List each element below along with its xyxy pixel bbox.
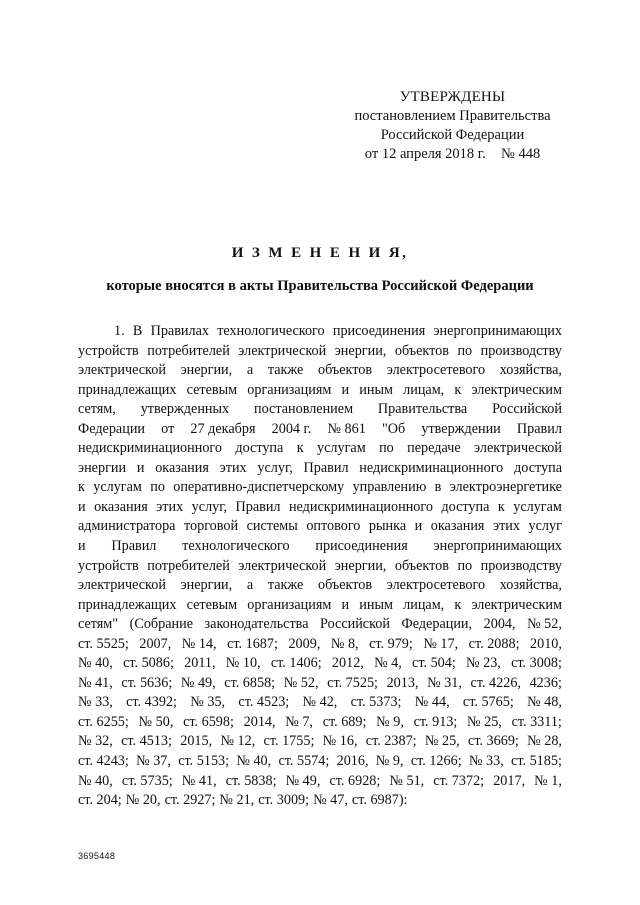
paragraph-word: организациям [247, 596, 332, 613]
paragraph-word: № 4, [374, 655, 402, 672]
paragraph-word: № 42, [302, 694, 338, 711]
paragraph-word: № 48, [527, 694, 562, 711]
paragraph-word: № 40, [78, 772, 113, 789]
paragraph-line [78, 361, 562, 381]
paragraph-word: а [246, 362, 254, 379]
paragraph-word: недискриминационного [288, 498, 433, 515]
paragraph-word: ст. 5735; [121, 772, 173, 789]
paragraph-word: сетям, [78, 401, 116, 418]
paragraph-line [78, 400, 562, 420]
paragraph-word: Правил [111, 538, 157, 555]
paragraph-word: и [341, 381, 350, 398]
paragraph-word: и [78, 498, 86, 515]
paragraph-word: № 12, [220, 733, 256, 750]
paragraph-word: оказания [94, 498, 148, 515]
approval-line-2: Российской Федерации [380, 127, 525, 143]
paragraph-word: к [497, 498, 505, 515]
document-title: И З М Е Н Е Н И Я, [231, 245, 409, 261]
paragraph-word: к [78, 479, 85, 496]
paragraph-word: Правил [516, 420, 562, 437]
paragraph-word: рынка [368, 518, 407, 535]
paragraph-line [78, 772, 562, 792]
paragraph-word: ст. 3669; [468, 733, 519, 750]
paragraph-word: услугам [513, 498, 562, 515]
paragraph-word: энергии, [180, 362, 233, 379]
paragraph-word: № 33, [468, 753, 504, 770]
paragraph-word: Правительства [377, 401, 468, 418]
paragraph-word: устройств [78, 342, 139, 359]
paragraph-word: ст. 1687; [227, 635, 278, 652]
paragraph-word: торговой [184, 518, 239, 535]
paragraph-word: производству [480, 342, 562, 359]
paragraph-word: ст. 1406; [270, 655, 322, 672]
paragraph-word: ст. 979; [369, 635, 413, 652]
paragraph-word: ст. 6598; [183, 713, 234, 730]
paragraph-line [78, 322, 562, 342]
paragraph-word: электроэнергетике [449, 479, 562, 496]
paragraph-word: № 9, [376, 713, 404, 730]
approval-date: от 12 апреля 2018 г. [364, 146, 486, 162]
approval-stamp [345, 88, 560, 164]
paragraph-word: от [161, 420, 175, 437]
paragraph-word: № 20, [125, 792, 161, 809]
paragraph-word: в [434, 479, 442, 496]
paragraph-word: № 21, [219, 792, 255, 809]
paragraph-word: этих [493, 518, 520, 535]
paragraph-word: № 40, [78, 655, 113, 672]
paragraph-word: иным [359, 381, 393, 398]
paragraph-word: ст. 5838; [225, 772, 277, 789]
paragraph-word: электрическим [471, 381, 562, 398]
paragraph-word: электрической [474, 440, 562, 457]
paragraph-word: сетям" [78, 616, 119, 633]
paragraph-word: по [379, 440, 394, 457]
paragraph-word: № 52, [527, 616, 562, 633]
paragraph-word: энергопринимающих [433, 323, 562, 339]
paragraph-word: доступа [235, 440, 284, 457]
paragraph-word: № 8, [330, 635, 359, 652]
paragraph-1 [78, 322, 562, 811]
paragraph-word: "Об [381, 420, 406, 437]
paragraph-word: электросетевого [386, 362, 486, 379]
paragraph-word: ст. 204; [78, 792, 122, 809]
paragraph-word: № 1, [534, 772, 562, 789]
paragraph-line [78, 517, 562, 537]
paragraph-word: Российской [492, 401, 562, 418]
paragraph-word: и [414, 518, 423, 535]
paragraph-word: доступа [441, 498, 490, 515]
paragraph-word: Российской [320, 616, 390, 633]
paragraph-word: сетевым [186, 381, 238, 398]
paragraph-word: Правил [303, 459, 349, 476]
paragraph-word: ст. 5373; [350, 694, 402, 711]
paragraph-word: № 49, [180, 674, 216, 691]
paragraph-line [78, 654, 562, 674]
paragraph-word: электросетевого [386, 577, 486, 594]
document-code: 3695448 [78, 851, 116, 861]
paragraph-word: ст. 913; [413, 713, 458, 730]
paragraph-word: энергии [78, 459, 127, 476]
paragraph-word: хозяйства, [499, 577, 562, 594]
paragraph-word: ст. 2927; [164, 792, 216, 809]
paragraph-word: № 32, [78, 733, 113, 750]
paragraph-word: лицам, [403, 381, 445, 398]
paragraph-word: 2009, [288, 635, 321, 652]
paragraph-word: 2017, [493, 772, 526, 789]
paragraph-word: потребителей [147, 557, 230, 574]
paragraph-word: системы [246, 518, 298, 535]
paragraph-word: к [454, 381, 462, 398]
paragraph-word: 2011, [184, 655, 216, 672]
paragraph-word: лицам, [403, 596, 445, 613]
paragraph-word: 2004, [483, 616, 516, 633]
paragraph-word: ст. 5525; [78, 635, 129, 652]
paragraph-word: 2014, [243, 713, 276, 730]
paragraph-line [78, 576, 562, 596]
paragraph-line [78, 342, 562, 362]
paragraph-line [78, 615, 562, 635]
paragraph-word: оказания [155, 459, 209, 476]
paragraph-word: ст. 4226, [470, 674, 521, 691]
paragraph-word: оперативно-диспетчерскому [173, 479, 345, 496]
paragraph-word: № 10, [225, 655, 261, 672]
paragraph-word: энергии, [334, 342, 387, 359]
paragraph-word: сетевым [186, 596, 238, 613]
paragraph-word: ст. 7372; [433, 772, 485, 789]
paragraph-word: № 33, [78, 694, 113, 711]
paragraph-word: № 31, [427, 674, 462, 691]
paragraph-word: ст. 504; [412, 655, 456, 672]
paragraph-word: № 49, [285, 772, 321, 789]
paragraph-word: этих [156, 498, 184, 515]
paragraph-word: № 52, [283, 674, 319, 691]
paragraph-word: ст. 4523; [238, 694, 290, 711]
paragraph-word: объектов [394, 557, 449, 574]
paragraph-line [78, 420, 562, 440]
paragraph-word: ст. 7525; [327, 674, 378, 691]
paragraph-word: услуг [528, 518, 562, 535]
paragraph-word: Правилах [150, 323, 209, 339]
paragraph-word: оптового [306, 518, 361, 535]
paragraph-line [78, 791, 562, 811]
paragraph-word: также [267, 577, 304, 594]
paragraph-word: № 7, [285, 713, 313, 730]
paragraph-word: ст. 6858; [224, 674, 276, 691]
paragraph-line [78, 596, 562, 616]
paragraph-word: иным [359, 596, 393, 613]
paragraph-word: утверждении [421, 420, 501, 437]
paragraph-word: № 861 [327, 420, 366, 437]
paragraph-word: ст. 5574; [278, 753, 330, 770]
paragraph-word: № 37, [136, 753, 171, 770]
paragraph-word: администратора [78, 518, 176, 535]
paragraph-line [78, 732, 562, 752]
paragraph-word: ст. 5153; [178, 753, 230, 770]
paragraph-word: постановлением [254, 401, 354, 418]
paragraph-word: № 44, [414, 694, 450, 711]
paragraph-word: управлению [352, 479, 427, 496]
paragraph-word: электрической [238, 557, 327, 574]
paragraph-word: ст. 3311; [511, 713, 562, 730]
paragraph-word: энергии, [180, 577, 233, 594]
approval-number: 448 [518, 146, 541, 162]
paragraph-word: № 16, [322, 733, 358, 750]
paragraph-word: по [150, 479, 165, 496]
paragraph-word: к [454, 596, 462, 613]
paragraph-word: № 17, [423, 635, 459, 652]
paragraph-line [78, 557, 562, 577]
paragraph-word: объектов [317, 362, 373, 379]
paragraph-word: № 23, [466, 655, 501, 672]
paragraph-word: передаче [407, 440, 461, 457]
paragraph-word: по [457, 557, 473, 574]
paragraph-word: недискриминационного [359, 459, 504, 476]
paragraph-word: 2007, [139, 635, 172, 652]
paragraph-line [78, 674, 562, 694]
paragraph-word: оказания [430, 518, 485, 535]
paragraph-word: электрическим [471, 596, 562, 613]
approval-line-1: постановлением Правительства [354, 108, 551, 124]
paragraph-word: энергопринимающих [433, 538, 562, 555]
paragraph-word: организациям [247, 381, 332, 398]
paragraph-line [78, 478, 562, 498]
paragraph-word: технологического [182, 538, 290, 555]
paragraph-word: ст. 4243; [78, 753, 129, 770]
paragraph-word: также [267, 362, 304, 379]
paragraph-word: потребителей [147, 342, 230, 359]
paragraph-word: ст. 4513; [121, 733, 172, 750]
paragraph-word: электрической [78, 362, 166, 379]
paragraph-word: 2016, [336, 753, 369, 770]
paragraph-word: утвержденных [140, 401, 230, 418]
paragraph-word: а [246, 577, 254, 594]
paragraph-word: принадлежащих [78, 596, 177, 613]
paragraph-word: производству [480, 557, 562, 574]
document-subtitle: которые вносятся в акты Правительства Российской Федерации [106, 278, 534, 294]
paragraph-word: по [457, 342, 473, 359]
paragraph-word: ст. 2387; [365, 733, 417, 750]
paragraph-word: присоединения [332, 323, 426, 339]
paragraph-line [78, 439, 562, 459]
paragraph-word: этих [219, 459, 247, 476]
paragraph-word: ст. 3008; [511, 655, 562, 672]
paragraph-word: ст. 5636; [121, 674, 173, 691]
paragraph-word: доступа [514, 459, 562, 476]
approval-header: УТВЕРЖДЕНЫ [399, 89, 506, 105]
paragraph-word: № 9, [375, 753, 404, 770]
paragraph-word: № 40, [236, 753, 272, 770]
paragraph-word: № 14, [181, 635, 217, 652]
paragraph-line [78, 459, 562, 479]
paragraph-word: энергии, [334, 557, 387, 574]
paragraph-word: № 51, [389, 772, 425, 789]
paragraph-word: Правил [235, 498, 281, 515]
paragraph-word: принадлежащих [78, 381, 177, 398]
paragraph-word: присоединения [315, 538, 408, 555]
paragraph-word: 1. [114, 323, 125, 339]
paragraph-word: хозяйства, [499, 362, 562, 379]
paragraph-word: объектов [317, 577, 373, 594]
paragraph-word: объектов [394, 342, 449, 359]
approval-date-line [345, 145, 560, 164]
paragraph-word: и [341, 596, 350, 613]
paragraph-word: ст. 6928; [329, 772, 381, 789]
paragraph-line [78, 693, 562, 713]
document-heading [78, 243, 562, 296]
paragraph-word: ст. 3009; [258, 792, 310, 809]
paragraph-word: ст. 5185; [511, 753, 562, 770]
paragraph-word: ст. 1755; [263, 733, 315, 750]
paragraph-word: № 47, [313, 792, 348, 809]
paragraph-word: ст. 2088; [468, 635, 520, 652]
paragraph-word: услуг, [191, 498, 228, 515]
paragraph-line [78, 537, 562, 557]
paragraph-word: В [132, 323, 143, 339]
paragraph-line [78, 713, 562, 733]
paragraph-word: услугам [317, 440, 366, 457]
paragraph-word: (Собрание [129, 616, 193, 633]
paragraph-word: и [78, 538, 86, 555]
paragraph-word: недискриминационного [78, 440, 222, 457]
paragraph-word: № 28, [527, 733, 562, 750]
paragraph-word: электрической [78, 577, 166, 594]
paragraph-line [78, 752, 562, 772]
paragraph-word: законодательства [204, 616, 309, 633]
paragraph-word: услуг, [257, 459, 293, 476]
approval-number-label: № [500, 146, 515, 162]
paragraph-word: технологического [217, 323, 325, 339]
paragraph-word: ст. 6255; [78, 713, 129, 730]
paragraph-word: ст. 4392; [126, 694, 177, 711]
paragraph-word: услугам [93, 479, 142, 496]
paragraph-word: к [296, 440, 304, 457]
paragraph-word: ст. 5765; [462, 694, 514, 711]
paragraph-word: № 25, [467, 713, 502, 730]
paragraph-word: ст. 6987): [351, 792, 408, 809]
paragraph-word: ст. 5086; [123, 655, 174, 672]
paragraph-word: электрической [238, 342, 327, 359]
paragraph-word: устройств [78, 557, 139, 574]
paragraph-word: 2004 г. [271, 420, 312, 437]
paragraph-word: Федерации [78, 420, 146, 437]
paragraph-word: № 41, [181, 772, 217, 789]
paragraph-word: № 41, [78, 674, 113, 691]
paragraph-word: 2015, [180, 733, 213, 750]
paragraph-word: и [136, 459, 145, 476]
paragraph-word: Федерации, [401, 616, 473, 633]
paragraph-word: № 50, [138, 713, 174, 730]
paragraph-word: 27 декабря [190, 420, 256, 437]
paragraph-word: 4236; [529, 674, 562, 691]
paragraph-word: 2012, [331, 655, 364, 672]
paragraph-word: 2013, [386, 674, 419, 691]
paragraph-word: № 25, [424, 733, 460, 750]
paragraph-word: № 35, [190, 694, 226, 711]
paragraph-line [78, 381, 562, 401]
paragraph-line [78, 635, 562, 655]
paragraph-word: ст. 689; [322, 713, 367, 730]
paragraph-word: 2010, [530, 635, 562, 652]
paragraph-line [78, 498, 562, 518]
paragraph-word: ст. 1266; [410, 753, 462, 770]
